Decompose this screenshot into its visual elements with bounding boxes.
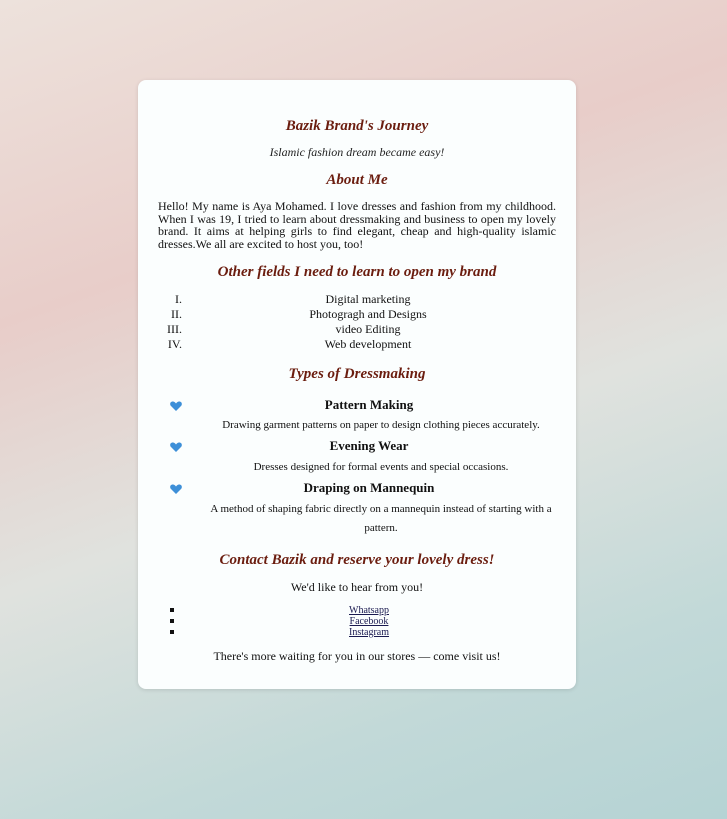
contact-heading: Contact Bazik and reserve your lovely dress! — [219, 552, 495, 568]
list-item-marker: II. — [171, 307, 182, 321]
tagline: Islamic fashion dream became easy! — [269, 145, 445, 159]
facebook-link[interactable]: Facebook — [349, 616, 389, 627]
dress-type-desc: A method of shaping fabric directly on a mannequin instead of starting with a pattern. — [210, 503, 552, 534]
footer-text: There's more waiting for you in our stores — come visit us! — [213, 649, 501, 663]
content-card — [138, 80, 576, 689]
page-title: Bazik Brand's Journey — [285, 118, 429, 134]
dress-type-title: Pattern Making — [324, 397, 414, 412]
whatsapp-link[interactable]: Whatsapp — [349, 605, 389, 616]
list-item — [268, 627, 470, 638]
instagram-link[interactable]: Instagram — [349, 627, 389, 638]
list-bullet — [170, 608, 174, 612]
list-bullet — [170, 619, 174, 623]
list-item: Photogragh and Designs — [309, 307, 427, 321]
list-item — [268, 605, 470, 616]
blue-heart-icon — [170, 442, 182, 452]
list-item-marker: IV. — [167, 337, 182, 351]
about-heading: About Me — [326, 172, 388, 188]
about-text: Hello! My name is Aya Mohamed. I love dresses and fashion from my childhood. When I was 19, I tried to learn about dressmaking and business to open my lovely brand. It aims at helping girls to find elegant, cheap and high-quality islamic dresses.We all are excited to host you, too! — [158, 199, 556, 251]
list-bullet — [170, 630, 174, 634]
list-item — [268, 616, 470, 627]
dressmaking-heading: Types of Dressmaking — [288, 366, 426, 382]
list-item-marker: I. — [175, 292, 182, 306]
blue-heart-icon — [170, 401, 182, 411]
dress-type-title: Draping on Mannequin — [303, 480, 435, 495]
dress-type-desc: Dresses designed for formal events and special occasions. — [253, 461, 509, 473]
list-item: Web development — [324, 337, 412, 351]
list-item: video Editing — [335, 322, 401, 336]
list-item-marker: III. — [167, 322, 182, 336]
contact-intro: We'd like to hear from you! — [290, 580, 424, 594]
dress-type-desc: Drawing garment patterns on paper to design clothing pieces accurately. — [222, 419, 540, 431]
dress-type-title: Evening Wear — [329, 438, 409, 453]
blue-heart-icon — [170, 484, 182, 494]
fields-heading: Other fields I need to learn to open my brand — [217, 264, 497, 280]
list-item: Digital marketing — [325, 292, 411, 306]
